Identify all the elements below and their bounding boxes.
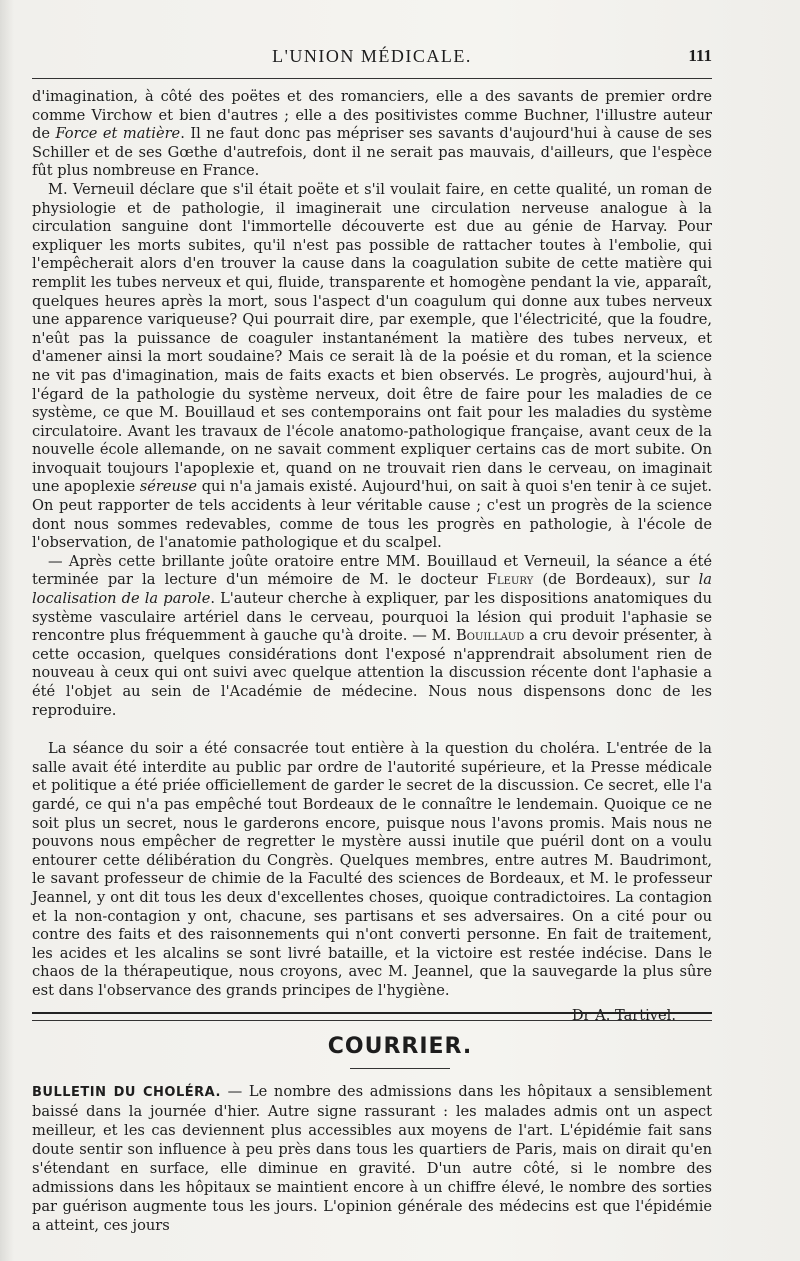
p3-d: a cru devoir présenter, à cette occasion, quelques considérations dont l'exposé n'apprendrait absolument rien de nouveau à ceux qui ont suivi avec quelque attention la discussion récente dont l'aphasie a été l'objet au sein de l'Académie de médecine. Nous nous dispensons donc de les reproduire. <box>32 627 712 719</box>
author-signature: Dr A. Tartivel. <box>571 1006 676 1024</box>
bulletin-text: — Le nombre des admissions dans les hôpitaux a sensiblement baissé dans la journée d'hier. Autre signe rassurant : les malades admis ont un aspect meilleur, et les cas deviennent plus accessibles aux moyens de l'art. L'épidémie fait sans doute sentir son influence à peu près dans tous les quartiers de Paris, mais on dirait qu'en s'étendant en surface, elle diminue en gravité. D'un autre côté, si le nombre des admissions dans les hôpitaux se maintient encore à un chiffre élevé, le nombre des sorties par guérison augmente tous les jours. L'opinion générale des médecins est que l'épidémie a atteint, ces jours <box>32 1083 712 1234</box>
running-title: L'UNION MÉDICALE. <box>272 46 472 66</box>
p2-text: M. Verneuil déclare que s'il était poëte et s'il voulait faire, en cette qualité, un roman de physiologie et de pathologie, il imaginerait une circulation nerveuse analogue à la circulation sanguine dont l'immortelle découverte est due au génie de Harvay. Pour expliquer les morts subites, qu'il n'est pas possible de rattacher toutes à l'embolie, qui l'empêcherait alors d'en trouver la cause dans la coagulation subite de cette matière qui remplit les tubes nerveux et qui, fluide, transparente et homogène pendant la vie, apparaît, quelques heures après la mort, sous l'aspect d'un coagulum qui donne aux tubes nerveux une apparence variqueuse? Qui pourrait dire, par exemple, que l'électricité, que la foudre, n'eût pas la puissance de coaguler instantanément la matière des tubes nerveux, et d'amener ainsi la mort soudaine? Mais ce serait là de la poésie et du roman, et la science ne vit pas d'imagination, mais de faits exacts et bien observés. Le progrès, aujourd'hui, à l'égard de la pathologie du système nerveux, doit être de faire pour les maladies de ce système, ce que M. Bouillaud et ses contemporains ont fait pour les maladies du système circulatoire. Avant les travaux de l'école anatomo-pathologique française, avant ceux de la nouvelle école allemande, on ne savait comment expliquer certains cas de mort subite. On invoquait toujours l'apoplexie et, quand on ne trouvait rien dans le cerveau, on imaginait une apoplexie <box>32 180 712 496</box>
p2-italic: séreuse <box>139 478 198 496</box>
p3-c: . L'auteur cherche à expliquer, par les dispositions anatomiques du système vasculaire artériel dans le cerveau, pourquoi la lésion qui produit l'aphasie se rencontre plus fréquemment à gauche qu'à droite. — M. <box>32 590 712 645</box>
running-header <box>32 46 712 76</box>
section-gap <box>32 720 712 740</box>
p3-italic: la localisation de la parole <box>32 571 712 608</box>
title-underline <box>350 1068 450 1069</box>
cholera-bulletin <box>32 1082 712 1235</box>
section-divider <box>32 1012 712 1021</box>
p2-end: qui n'a jamais existé. Aujourd'hui, on sait à quoi s'en tenir à ce sujet. On peut rapporter de tels accidents à leur véritable cause ; c'est un progrès de la science dont nous sommes redevables, comme de tous les progrès en pathologie, à l'école de l'observation, de l'anatomie pathologique et du scalpel. <box>32 478 712 552</box>
header-rule <box>32 78 712 79</box>
p3-b: (de Bordeaux), sur <box>533 571 699 589</box>
page-number: 111 <box>688 46 712 65</box>
paragraph-2 <box>32 181 712 553</box>
p3-name2: Bouillaud <box>456 627 525 645</box>
p1-text: d'imagination, à côté des poëtes et des romanciers, elle a des savants de premier ordre comme Virchow et bien d'autres ; elle a des positivistes comme Buchner, l'illustre auteur de <box>32 88 712 143</box>
p3-a: — Après cette brillante joûte oratoire entre MM. Bouillaud et Verneuil, la séance a été terminée par la lecture d'un mémoire de M. le docteur <box>32 552 712 589</box>
p1-italic: Force et matière <box>55 125 181 143</box>
p3-name: Fleury <box>486 571 534 589</box>
p1-end: . Il ne faut donc pas mépriser ses savants d'aujourd'hui à cause de ses Schiller et de ses Gœthe d'autrefois, dont il ne serait pas mauvais, d'ailleurs, que l'espèce fût plus nombreuse en France. <box>32 125 713 180</box>
article-body <box>32 88 712 1025</box>
paragraph-3 <box>32 553 712 720</box>
courrier-title: COURRIER. <box>327 1034 473 1059</box>
paragraph-1 <box>32 88 712 181</box>
bulletin-lead: BULLETIN DU CHOLÉRA. <box>32 1085 221 1100</box>
paragraph-4: La séance du soir a été consacrée tout entière à la question du choléra. L'entrée de la salle avait été interdite au public par ordre de l'autorité supérieure, et la Presse médicale et politique a été priée officiellement de garder le secret de la discussion. Ce secret, elle l'a gardé, ce qui n'a pas empêché tout Bordeaux de le connaître le lendemain. Quoique ce ne soit plus un secret, nous le garderons encore, puisque nous l'avons promis. Mais nous ne pouvons nous empêcher de regretter le mystère aussi inutile que puéril dont on a voulu entourer cette délibération du Congrès. Quelques membres, entre autres M. Baudrimont, le savant professeur de chimie de la Faculté des sciences de Bordeaux, et M. le professeur Jeannel, y ont dit tous les deux d'excellentes choses, quoique contradictoires. La contagion et la non-contagion y ont, chacune, ses partisans et ses adversaires. On a cité pour ou contre des faits et des raisonnements qui n'ont converti personne. En fait de traitement, les acides et les alcalins se sont livré bataille, et la victoire est restée indécise. Dans le chaos de la thérapeutique, nous croyons, avec M. Jeannel, que la sauvegarde la plus sûre est dans l'observance des grands principes de l'hygiène. <box>32 740 712 999</box>
